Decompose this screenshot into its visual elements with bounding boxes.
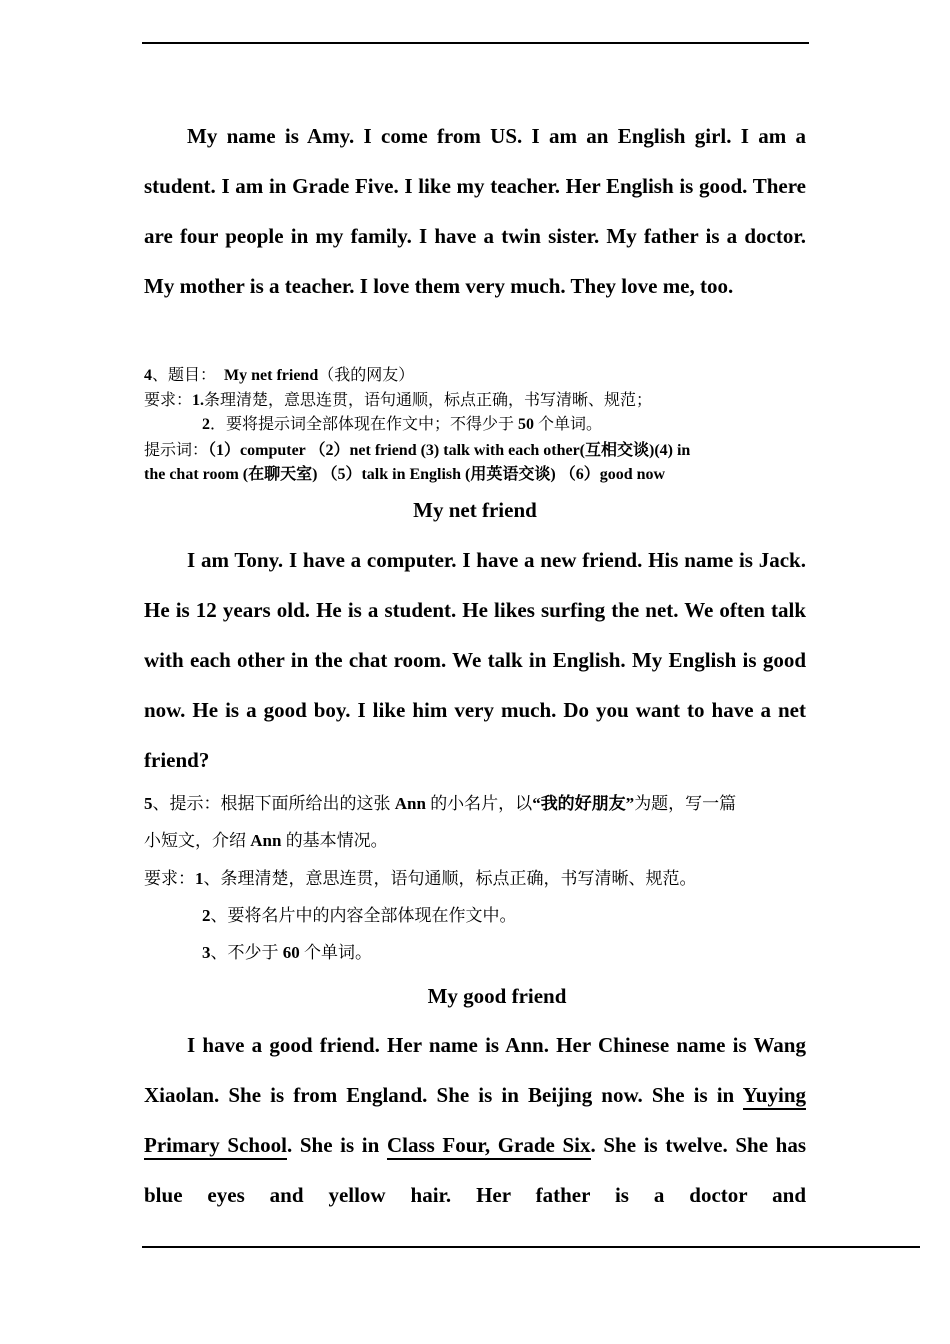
footer-rule — [142, 1246, 920, 1248]
task5-req3-num: 3 — [202, 943, 211, 962]
task5-prompt-b: 的小名片，以 — [430, 794, 533, 813]
task5-prompt-a: 、提示：根据下面所给出的这张 — [152, 794, 391, 813]
task4-hints-line1 — [144, 438, 806, 463]
task4-hints-prefix: 提示词： — [144, 442, 209, 459]
essay-amy: My name is Amy. I come from US. I am an English girl. I am a student. I am in Grade Five. I like my teacher. Her English is good. There are four people in my family. I have a twin sister. My father is a doctor. My mother is a teacher. I love them very much. They love me, too. — [144, 124, 806, 298]
task4-title-cn: （我的网友） — [318, 367, 415, 384]
task4-req2-num: 2 — [202, 416, 210, 433]
essay-net-friend: I am Tony. I have a computer. I have a new friend. His name is Jack. He is 12 years old. He is a student. He likes surfing the net. We often talk with each other in the chat room. We talk in English. My English is good now. He is a good boy. I like him very much. Do you want to have a net friend? — [144, 548, 806, 772]
essay-good-friend — [144, 1020, 806, 1220]
task5-prompt-line2-b: 的基本情况。 — [285, 831, 388, 850]
task4-title-prefix: 、题目： — [152, 367, 217, 384]
task4-title-en: My net friend — [224, 367, 319, 384]
task5-prompt-line2-a: 小短文，介绍 — [144, 831, 246, 850]
task4-req2-text-a: ．要将提示词全部体现在作文中；不得少于 — [210, 416, 515, 433]
underlined-school: Yuying Primary School — [144, 1083, 806, 1160]
task5-prompt-ann: Ann — [394, 794, 426, 813]
task5-prompt-line1 — [144, 785, 806, 822]
task5-req2-text: 、要将名片中的内容全部体现在作文中。 — [210, 906, 517, 925]
task4-req2-text-b: 个单词。 — [538, 416, 603, 433]
task4-title-line — [144, 363, 806, 388]
task5-requirement-2 — [144, 897, 806, 934]
essay3-part3: . She is twelve. She has blue eyes and yellow hair. Her father is a doctor and — [144, 1133, 807, 1207]
header-rule — [142, 42, 809, 44]
task5-req1-num: 1 — [195, 869, 204, 888]
task5-requirement-3 — [144, 934, 806, 971]
task4-hints-line2: the chat room (在聊天室) （5）talk in English (用英语交谈) （6）good now — [144, 466, 666, 483]
task4-hints-1: （1）computer （2）net friend (3) talk with each other(互相交谈)(4) in — [208, 442, 691, 459]
task4-req1-num: 1. — [192, 392, 205, 409]
essay3-part2: . She is in — [286, 1133, 387, 1157]
task4-req1-text: 条理清楚，意思连贯，语句通顺，标点正确，书写清晰、规范； — [204, 392, 653, 409]
task5-prompt-line2 — [144, 822, 806, 859]
task4-requirement-1 — [144, 388, 806, 413]
essay3-part1: I have a good friend. Her name is Ann. Her Chinese name is Wang Xiaolan. She is from England. She is in Beijing now. She is in — [144, 1033, 806, 1107]
task5-requirement-1 — [144, 860, 806, 897]
task4-req2-count: 50 — [518, 416, 535, 433]
task5-prompt-line2-ann: Ann — [250, 831, 282, 850]
task5-req3-count: 60 — [282, 943, 300, 962]
task5-number: 5 — [144, 794, 153, 813]
task4-requirement-2 — [144, 412, 806, 437]
underlined-class: Class Four, Grade Six — [387, 1133, 591, 1160]
task5-req-prefix: 要求： — [144, 869, 195, 888]
task4-number: 4 — [144, 367, 152, 384]
task5-req3-text-b: 个单词。 — [304, 943, 372, 962]
essay2-title: My net friend — [413, 498, 537, 522]
task4-req-prefix: 要求： — [144, 392, 193, 409]
task5-req3-text-a: 、不少于 — [210, 943, 279, 962]
task5-req1-text: 、条理清楚，意思连贯，语句通顺，标点正确，书写清晰、规范。 — [203, 869, 697, 888]
essay3-title: My good friend — [427, 984, 567, 1008]
task5-prompt-c: 为题，写一篇 — [634, 794, 737, 813]
task5-prompt-topic: “我的好朋友” — [532, 794, 635, 813]
task5-req2-num: 2 — [202, 906, 211, 925]
